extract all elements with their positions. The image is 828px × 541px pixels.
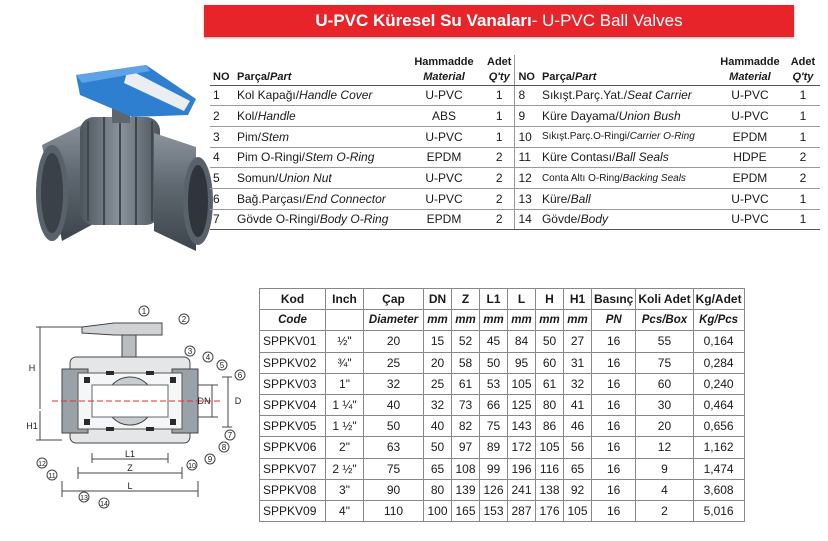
part-no: 12: [515, 168, 539, 189]
spec-cell: SPPKV07: [260, 458, 326, 479]
spec-cell: 52: [452, 331, 480, 352]
parts-row: [210, 188, 820, 209]
spec-subheader-cell: Diameter: [364, 310, 424, 331]
part-name: Kol/Handle: [234, 106, 404, 127]
part-qty: 2: [484, 188, 515, 209]
spec-cell: 50: [536, 331, 564, 352]
part-qty: 2: [484, 168, 515, 189]
part-no: 4: [210, 147, 234, 168]
spec-cell: 55: [636, 331, 693, 352]
part-name: Somun/Union Nut: [234, 168, 404, 189]
spec-cell: 45: [480, 331, 508, 352]
spec-cell: 25: [424, 373, 452, 394]
dim-l: L: [127, 481, 133, 491]
spec-cell: 1,162: [693, 437, 744, 458]
spec-cell: 95: [508, 352, 536, 373]
part-qty: 1: [786, 126, 820, 147]
callout-1: 1: [141, 307, 147, 316]
spec-cell: 41: [564, 394, 592, 415]
spec-cell: 16: [592, 331, 636, 352]
part-qty: 1: [786, 85, 820, 106]
spec-row: [260, 437, 745, 458]
spec-header-cell: Koli Adet: [636, 289, 693, 310]
spec-cell: 1,474: [693, 458, 744, 479]
part-qty: 2: [484, 209, 515, 230]
spec-cell: ¾": [326, 352, 364, 373]
spec-cell: 80: [424, 479, 452, 500]
spec-cell: 5,016: [693, 500, 744, 521]
part-material: U-PVC: [714, 85, 786, 106]
spec-cell: 50: [364, 416, 424, 437]
spec-subheader-cell: Kg/Pcs: [693, 310, 744, 331]
spec-cell: 30: [636, 394, 693, 415]
spec-cell: SPPKV09: [260, 500, 326, 521]
callout-6: 6: [237, 371, 243, 380]
spec-cell: 138: [536, 479, 564, 500]
spec-cell: 61: [452, 373, 480, 394]
spec-header-cell: Kg/Adet: [693, 289, 744, 310]
spec-cell: 2: [636, 500, 693, 521]
callout-13: 13: [80, 495, 88, 502]
part-qty: 1: [786, 209, 820, 230]
spec-cell: 1": [326, 373, 364, 394]
spec-cell: 105: [564, 500, 592, 521]
spec-cell: 105: [508, 373, 536, 394]
spec-cell: 126: [480, 479, 508, 500]
spec-cell: 16: [592, 373, 636, 394]
part-material: ABS: [404, 106, 484, 127]
part-qty: 1: [786, 106, 820, 127]
dim-l1: L1: [124, 449, 136, 459]
spec-cell: 9: [636, 458, 693, 479]
spec-cell: SPPKV06: [260, 437, 326, 458]
spec-cell: SPPKV01: [260, 331, 326, 352]
spec-cell: 165: [452, 500, 480, 521]
callout-9: 9: [207, 455, 213, 464]
parts-part-header-left: Parça/Part: [234, 70, 404, 85]
parts-row: [210, 168, 820, 189]
spec-cell: 153: [480, 500, 508, 521]
spec-cell: SPPKV04: [260, 394, 326, 415]
spec-cell: 58: [452, 352, 480, 373]
parts-header-row-1: [210, 55, 820, 70]
part-name: Pim/Stem: [234, 126, 404, 147]
spec-cell: 61: [536, 373, 564, 394]
part-no: 11: [515, 147, 539, 168]
part-no: 14: [515, 209, 539, 230]
spec-cell: 75: [480, 416, 508, 437]
callout-8: 8: [221, 443, 227, 452]
part-no: 9: [515, 106, 539, 127]
part-name: Kol Kapağı/Handle Cover: [234, 85, 404, 106]
spec-subheader-cell: mm: [452, 310, 480, 331]
spec-subheader-cell: mm: [564, 310, 592, 331]
spec-subheader-cell: Code: [260, 310, 326, 331]
spec-header-cell: DN: [424, 289, 452, 310]
spec-subheader-cell: mm: [424, 310, 452, 331]
part-name: Pim O-Ringi/Stem O-Ring: [234, 147, 404, 168]
spec-cell: 116: [536, 458, 564, 479]
spec-cell: 31: [564, 352, 592, 373]
part-no: 1: [210, 85, 234, 106]
part-material: EPDM: [404, 209, 484, 230]
part-no: 13: [515, 188, 539, 209]
part-name: Sıkışt.Parç.O-Ringi/Carrier O-Ring: [539, 126, 714, 147]
spec-cell: 16: [592, 458, 636, 479]
spec-cell: 50: [424, 437, 452, 458]
callout-11: 11: [48, 473, 56, 480]
part-name: Sıkışt.Parç.Yat./Seat Carrier: [539, 85, 714, 106]
spec-subheader-cell: mm: [480, 310, 508, 331]
parts-material-header-right: Hammadde: [720, 56, 780, 68]
part-name: Conta Altı O-Ring/Backing Seals: [539, 168, 714, 189]
spec-cell: 2": [326, 437, 364, 458]
part-no: 8: [515, 85, 539, 106]
spec-cell: 16: [592, 352, 636, 373]
spec-cell: 125: [508, 394, 536, 415]
spec-cell: 75: [636, 352, 693, 373]
spec-cell: 0,284: [693, 352, 744, 373]
part-no: 3: [210, 126, 234, 147]
parts-qty-en-right: Q'ty: [792, 70, 814, 83]
spec-cell: 100: [424, 500, 452, 521]
callout-5: 5: [219, 361, 225, 370]
part-material: U-PVC: [404, 168, 484, 189]
part-material: U-PVC: [714, 209, 786, 230]
valve-photo: [28, 55, 218, 265]
part-name: Gövde O-Ringi/Body O-Ring: [234, 209, 404, 230]
spec-cell: 99: [480, 458, 508, 479]
spec-cell: 16: [592, 479, 636, 500]
spec-header-row: [260, 289, 745, 310]
spec-cell: 40: [424, 416, 452, 437]
dim-h: H: [28, 363, 36, 373]
parts-part-header-right: Parça/Part: [539, 70, 714, 85]
part-no: 5: [210, 168, 234, 189]
part-qty: 1: [484, 85, 515, 106]
spec-header-cell: H: [536, 289, 564, 310]
spec-cell: 4": [326, 500, 364, 521]
spec-cell: 97: [452, 437, 480, 458]
spec-cell: 50: [480, 352, 508, 373]
spec-cell: SPPKV03: [260, 373, 326, 394]
spec-cell: 0,656: [693, 416, 744, 437]
spec-row: [260, 394, 745, 415]
part-no: 7: [210, 209, 234, 230]
spec-cell: SPPKV08: [260, 479, 326, 500]
spec-cell: 60: [536, 352, 564, 373]
spec-header-cell: Kod: [260, 289, 326, 310]
spec-cell: 15: [424, 331, 452, 352]
parts-qty-en-left: Q'ty: [488, 70, 510, 83]
spec-cell: ½": [326, 331, 364, 352]
parts-material-en-right: Material: [729, 70, 771, 83]
part-no: 6: [210, 188, 234, 209]
spec-subheader-cell: mm: [508, 310, 536, 331]
spec-cell: 25: [364, 352, 424, 373]
spec-cell: 32: [424, 394, 452, 415]
part-name: Gövde/Body: [539, 209, 714, 230]
part-qty: 1: [484, 126, 515, 147]
dim-h1: H1: [26, 421, 38, 431]
parts-table: [210, 55, 820, 230]
spec-cell: 20: [364, 331, 424, 352]
part-material: EPDM: [714, 126, 786, 147]
valve-cross-section-diagram: [22, 305, 254, 515]
parts-no-header-right: NO: [515, 70, 539, 85]
spec-cell: 46: [564, 416, 592, 437]
spec-subheader-cell: PN: [592, 310, 636, 331]
part-qty: 2: [786, 168, 820, 189]
part-qty: 1: [484, 106, 515, 127]
parts-qty-header-right: Adet: [790, 56, 816, 68]
spec-subheader-row: [260, 310, 745, 331]
part-material: HDPE: [714, 147, 786, 168]
part-no: 10: [515, 126, 539, 147]
callout-14: 14: [100, 501, 108, 508]
spec-cell: 1 ¼": [326, 394, 364, 415]
parts-qty-header-left: Adet: [484, 55, 515, 70]
spec-cell: 89: [480, 437, 508, 458]
spec-row: [260, 479, 745, 500]
dim-dn: DN: [197, 396, 211, 406]
parts-row: [210, 85, 820, 106]
part-material: U-PVC: [714, 106, 786, 127]
spec-header-cell: Basınç: [592, 289, 636, 310]
part-qty: 2: [484, 147, 515, 168]
callout-2: 2: [181, 315, 187, 324]
spec-cell: 66: [480, 394, 508, 415]
part-no: 2: [210, 106, 234, 127]
spec-cell: 16: [592, 437, 636, 458]
spec-cell: 4: [636, 479, 693, 500]
spec-cell: 12: [636, 437, 693, 458]
spec-cell: 0,240: [693, 373, 744, 394]
spec-cell: 60: [636, 373, 693, 394]
spec-row: [260, 458, 745, 479]
spec-cell: 65: [564, 458, 592, 479]
spec-cell: 32: [364, 373, 424, 394]
spec-cell: 176: [536, 500, 564, 521]
spec-cell: 27: [564, 331, 592, 352]
spec-cell: 20: [424, 352, 452, 373]
spec-subheader-cell: Pcs/Box: [636, 310, 693, 331]
spec-cell: 82: [452, 416, 480, 437]
parts-row: [210, 147, 820, 168]
spec-cell: 196: [508, 458, 536, 479]
part-name: Küre Contası/Ball Seals: [539, 147, 714, 168]
spec-cell: SPPKV05: [260, 416, 326, 437]
spec-cell: 20: [636, 416, 693, 437]
spec-cell: 0,464: [693, 394, 744, 415]
part-name: Bağ.Parçası/End Connector: [234, 188, 404, 209]
callout-7: 7: [227, 431, 233, 440]
spec-cell: 40: [364, 394, 424, 415]
spec-cell: 65: [424, 458, 452, 479]
spec-cell: 172: [508, 437, 536, 458]
callout-10: 10: [188, 463, 196, 470]
part-name: Küre/Ball: [539, 188, 714, 209]
part-qty: 1: [786, 188, 820, 209]
spec-cell: 16: [592, 394, 636, 415]
spec-cell: 16: [592, 500, 636, 521]
callout-3: 3: [187, 347, 193, 356]
spec-cell: 241: [508, 479, 536, 500]
spec-header-cell: Çap: [364, 289, 424, 310]
spec-table: [259, 288, 745, 522]
spec-cell: 3": [326, 479, 364, 500]
spec-cell: 110: [364, 500, 424, 521]
spec-cell: 63: [364, 437, 424, 458]
parts-header-row-2: [210, 70, 820, 85]
spec-row: [260, 373, 745, 394]
spec-subheader-cell: mm: [536, 310, 564, 331]
dim-z: Z: [127, 463, 133, 473]
spec-header-cell: H1: [564, 289, 592, 310]
spec-row: [260, 416, 745, 437]
spec-cell: 2 ½": [326, 458, 364, 479]
spec-cell: 139: [452, 479, 480, 500]
parts-no-header-left: NO: [210, 70, 234, 85]
title-rest: - U-PVC Ball Valves: [531, 11, 683, 30]
part-material: U-PVC: [404, 126, 484, 147]
spec-cell: 108: [452, 458, 480, 479]
spec-cell: 105: [536, 437, 564, 458]
spec-subheader-cell: [326, 310, 364, 331]
spec-cell: 287: [508, 500, 536, 521]
parts-row: [210, 209, 820, 230]
spec-row: [260, 352, 745, 373]
spec-cell: 73: [452, 394, 480, 415]
spec-cell: 1 ½": [326, 416, 364, 437]
title-banner: [204, 5, 794, 37]
spec-cell: 53: [480, 373, 508, 394]
part-qty: 2: [786, 147, 820, 168]
spec-header-cell: L: [508, 289, 536, 310]
spec-cell: 143: [508, 416, 536, 437]
spec-cell: 56: [564, 437, 592, 458]
spec-cell: 80: [536, 394, 564, 415]
part-material: EPDM: [714, 168, 786, 189]
dim-d: D: [234, 396, 242, 406]
spec-cell: 92: [564, 479, 592, 500]
spec-cell: SPPKV02: [260, 352, 326, 373]
spec-cell: 16: [592, 416, 636, 437]
parts-row: [210, 126, 820, 147]
callout-4: 4: [205, 353, 211, 362]
spec-cell: 75: [364, 458, 424, 479]
spec-cell: 0,164: [693, 331, 744, 352]
part-material: EPDM: [404, 147, 484, 168]
spec-cell: 86: [536, 416, 564, 437]
spec-cell: 90: [364, 479, 424, 500]
spec-header-cell: L1: [480, 289, 508, 310]
spec-cell: 32: [564, 373, 592, 394]
spec-row: [260, 500, 745, 521]
parts-row: [210, 106, 820, 127]
spec-row: [260, 331, 745, 352]
parts-material-header-left: Hammadde: [414, 56, 474, 68]
title-bold: U-PVC Küresel Su Vanaları: [315, 11, 532, 30]
spec-header-cell: Inch: [326, 289, 364, 310]
spec-header-cell: Z: [452, 289, 480, 310]
part-name: Küre Dayama/Union Bush: [539, 106, 714, 127]
callout-12: 12: [38, 461, 46, 468]
part-material: U-PVC: [404, 85, 484, 106]
part-material: U-PVC: [714, 188, 786, 209]
part-material: U-PVC: [404, 188, 484, 209]
parts-material-en-left: Material: [423, 70, 465, 83]
spec-cell: 3,608: [693, 479, 744, 500]
spec-cell: 84: [508, 331, 536, 352]
